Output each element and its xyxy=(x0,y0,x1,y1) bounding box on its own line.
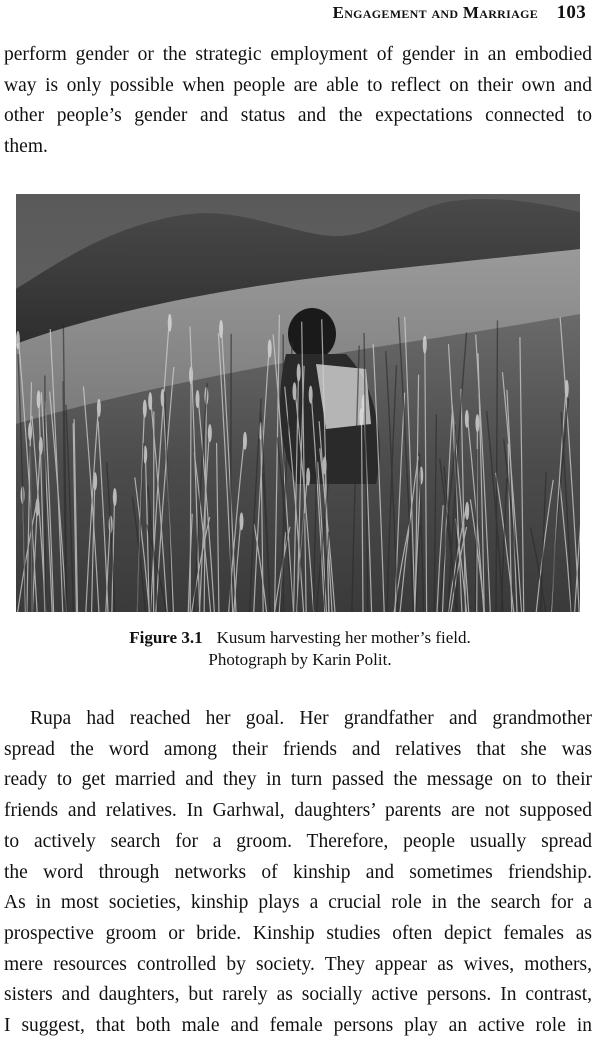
paragraph-line: the word through networks of kinship and sometimes friendship. xyxy=(4,861,592,883)
figure-photograph xyxy=(16,194,580,612)
paragraph-line: perform gender or the strategic employment of gender in an embodied xyxy=(4,44,592,65)
paragraph-line: ready to get married and they in turn passed the message on to their xyxy=(4,769,592,791)
figure-credit: Photograph by Karin Polit. xyxy=(208,650,392,669)
paragraph-line: I suggest, that both male and female persons play an active role in xyxy=(4,1015,592,1037)
paragraph-line: Rupa had reached her goal. Her grandfather and grandmother xyxy=(30,708,592,729)
paragraph-line: mere resources controlled by society. They appear as wives, mothers, xyxy=(4,953,592,975)
paragraph-line: to actively search for a groom. Therefore, people usually spread xyxy=(4,830,592,852)
bottom-paragraph xyxy=(4,704,592,1042)
paragraph-line: them. xyxy=(4,136,48,158)
paragraph-line: sisters and daughters, but rarely as socially active persons. In contrast, xyxy=(4,984,592,1006)
paragraph-line: As in most societies, kinship plays a crucial role in the search for a xyxy=(4,892,592,914)
page-number: 103 xyxy=(556,2,586,23)
paragraph-line: way is only possible when people are able to reflect on their own and xyxy=(4,74,592,96)
paragraph-line: prospective groom or bride. Kinship studies often depict females as xyxy=(4,922,592,944)
field-photo-image xyxy=(16,194,580,612)
paragraph-line: spread the word among their friends and relatives that she was xyxy=(4,738,592,760)
figure-caption xyxy=(0,627,600,671)
running-title: Engagement and Marriage xyxy=(332,3,539,22)
paragraph-line: friends and relatives. In Garhwal, daughters’ parents are not supposed xyxy=(4,800,592,822)
running-head xyxy=(333,2,586,24)
figure-label: Figure 3.1 xyxy=(129,628,203,647)
top-paragraph xyxy=(4,40,592,163)
figure-caption-text: Kusum harvesting her mother’s field. xyxy=(216,628,471,647)
paragraph-line: other people’s gender and status and the expectations connected to xyxy=(4,105,592,127)
